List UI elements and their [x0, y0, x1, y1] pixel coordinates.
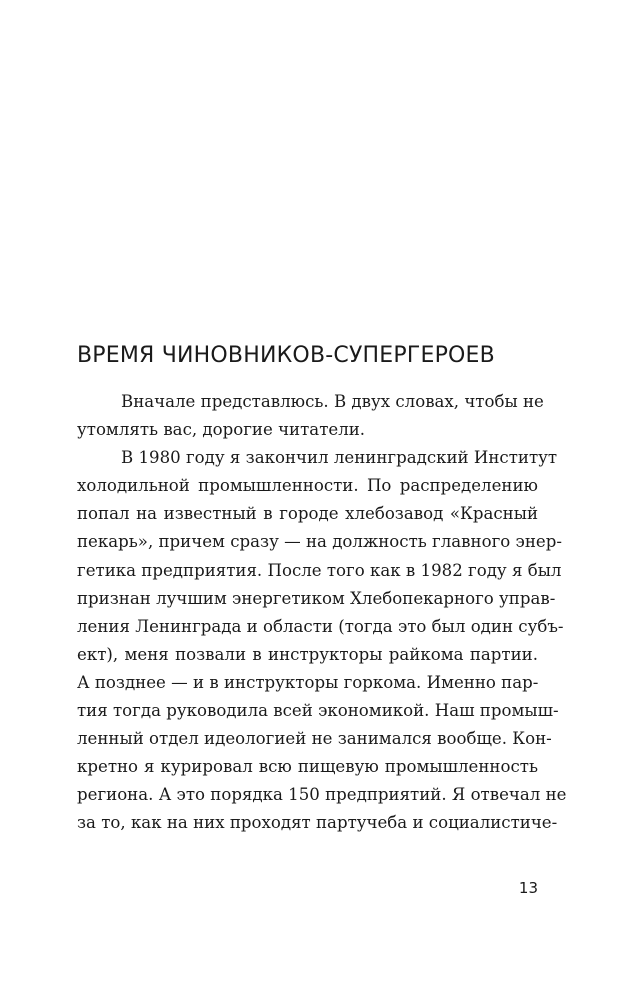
- text-line-10: ект), меня позвали в инструкторы райкома партии.: [77, 644, 538, 664]
- text-line-6: пекарь», причем сразу — на должность главного энер-: [77, 532, 562, 552]
- text-line-13: ленный отдел идеологией не занимался вообще. Кон-: [77, 729, 552, 749]
- text-line-8: признан лучшим энергетиком Хлебопекарного управ-: [77, 588, 556, 608]
- chapter-title: ВРЕМЯ ЧИНОВНИКОВ-СУПЕРГЕРОЕВ: [77, 343, 495, 368]
- text-line-1: Вначале представлюсь. В двух словах, чтобы не: [121, 392, 544, 411]
- text-line-16: за то, как на них проходят партучеба и социалистиче-: [77, 813, 558, 833]
- text-line-14: кретно я курировал всю пищевую промышленность: [77, 757, 538, 777]
- text-line-7: гетика предприятия. После того как в 1982 году я был: [77, 560, 562, 580]
- text-line-5: попал на известный в городе хлебозавод «Красный: [77, 504, 538, 524]
- text-line-9: ления Ленинграда и области (тогда это был один субъ-: [77, 616, 564, 636]
- page-number: 13: [518, 879, 538, 897]
- text-line-4: холодильной промышленности. По распределению: [77, 476, 538, 496]
- text-line-11: А позднее — и в инструкторы горкома. Именно пар-: [77, 672, 539, 692]
- body-text: [77, 388, 567, 838]
- text-line-2: утомлять вас, дорогие читатели.: [77, 420, 366, 440]
- text-line-3: В 1980 году я закончил ленинградский Институт: [121, 448, 558, 468]
- text-line-15: региона. А это порядка 150 предприятий. Я отвечал не: [77, 785, 567, 805]
- text-line-12: тия тогда руководила всей экономикой. Наш промыш-: [77, 701, 559, 721]
